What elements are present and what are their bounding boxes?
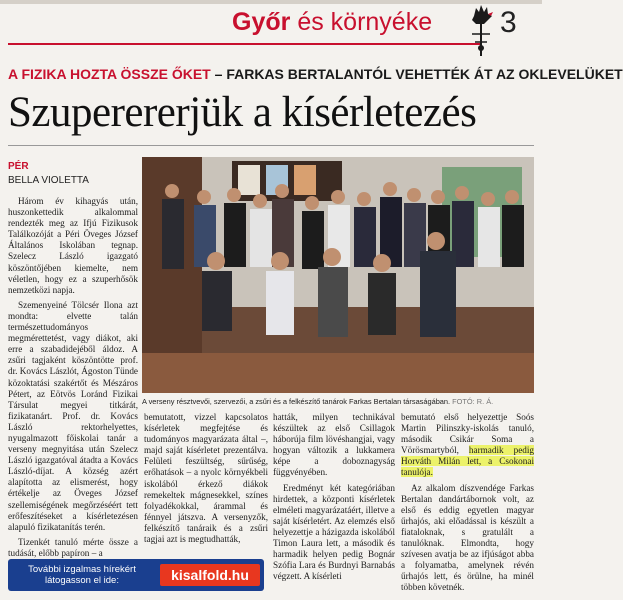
group-photo: [142, 157, 534, 393]
results-text: bemutató első helyezettje Soós Martin Pilinszky-iskolás tanuló, második Csikár Soma a Vörösmartyból,: [401, 412, 534, 456]
headline: Szuperererjük a kísérletezés: [8, 89, 477, 136]
kicker: [8, 66, 623, 82]
paragraph: bemutatott, vizzel kapcsolatos kísérletek megfejtése és tudományos magyarázata által –, majd saját kísérletet prezentálva. Felületi feszültség, sűrűség, erőhatások – a nyolc környékbeli iskolából érkező diákok remekeltek mágnesekkel, színes folyadékokkal, árammal és fénnyel játszva. A versenyzők, felkészítő tanáraik és a zsűri tagjai azt is megtudhatták,: [144, 412, 268, 545]
promo-line-1: További izgalmas hírekért: [28, 564, 136, 575]
article-column-4: [401, 412, 535, 593]
headline-divider: [8, 145, 534, 146]
article-column-left: [8, 196, 138, 556]
section-name-bold: Győr: [232, 8, 291, 36]
paragraph: Tizenkét tanuló mérte össze a tudását, előbb papíron – a: [8, 536, 138, 558]
top-strip: [0, 0, 542, 4]
section-header: [232, 8, 432, 37]
promo-line-2: látogasson el ide:: [45, 575, 119, 586]
group-photo-illustration: [142, 157, 534, 393]
paragraph: Eredményt két kategóriában hirdettek, a központi kísérletek elméleti magyarázatáért, illetve a saját kísérletért. Az elemzés első helyezettje a házigazda iskolából Timon Laura lett, a második és harmadik helyen pedig Bognár Szófia Lara és Burdnyi Barnabás végzett. A kísérleti: [273, 482, 395, 582]
promo-text: [12, 564, 152, 586]
paragraph: hatták, milyen technikával készültek az első Csillagok háborúja film lövéshangjai, vagy hogyan változik a lukkamera képe a doboznagyság függvényében.: [273, 412, 395, 478]
caption-text: A verseny résztvevői, szervezői, a zsűri és a felkészítő tanárok Farkas Bertalan társaságában.: [142, 397, 451, 406]
rooster-weathervane-icon: [466, 2, 496, 56]
highlighted-text: harmadik pedig Horváth Milán lett, a Csokonai tanulója.: [401, 445, 535, 478]
paragraph: Az alkalom díszvendége Farkas Bertalan dandártábornok volt, az első és eddig egyetlen magyar űrhajós, aki előadással is készült a fiataloknak, s gratulált a tanulóknak. Elmondta, hogy szívesen avatja be az ifjúságot abba a folyamatba, amelynek révén űrhajós lett, és örülne, ha minél többen követnék.: [401, 482, 534, 593]
section-name-rest: és környéke: [297, 8, 433, 36]
kicker-black: FARKAS BERTALANTÓL VEHETTÉK ÁT AZ OKLEVELÜKET: [226, 66, 623, 82]
paragraph: Szemenyeiné Tölcsér Ilona azt mondta: elvette talán természettudományos megmérettetést, vagy diákot, aki erre a szabadidejéből áldoz. A zsűri tagjaként köszöntötte prof. dr. Kovács Lászlót, Ágoston Tünde közoktatási szakértőt és Mészáros Pétert, az Eötvös Loránd Fizikai Társulat megyei titkárát, fizikatanárt. Prof. dr. Kovács László rektorhelyettes, nyugalmazott főiskolai tanár a verseny megnyitása után Szelecz László igazgatóval átadta a Kovács László-díjat. A község azért alapította az elismerést, hogy értékelje az Öveges József szellemiségének megőrzéséért tett erőfeszítéseket a kísérletezésen alapuló fizikatanítás terén.: [8, 299, 138, 532]
kicker-separator: –: [214, 66, 223, 82]
header-rule: [8, 43, 480, 45]
promo-brand-link[interactable]: kisalfold.hu: [160, 564, 260, 586]
paragraph: Három év kihagyás után, huszonkettedik alkalommal rendezték meg az Ifjú Fizikusok Találkozóját a Péri Öveges József Általános Iskolában tegnap. Szelecz László igazgató köszöntőjében kiemelte, nem véletlen, hogy ez a szuperhősök nemzetközi napja.: [8, 196, 138, 295]
byline-author: BELLA VIOLETTA: [8, 175, 89, 186]
photo-credit: FOTÓ: R. Á.: [452, 397, 494, 406]
page-number: 3: [500, 6, 517, 39]
paragraph: [401, 412, 534, 479]
article-column-3: [273, 412, 395, 590]
dateline-place: PÉR: [8, 161, 29, 172]
kicker-red: A FIZIKA HOZTA ÖSSZE ŐKET: [8, 66, 211, 82]
photo-caption: [142, 397, 534, 406]
